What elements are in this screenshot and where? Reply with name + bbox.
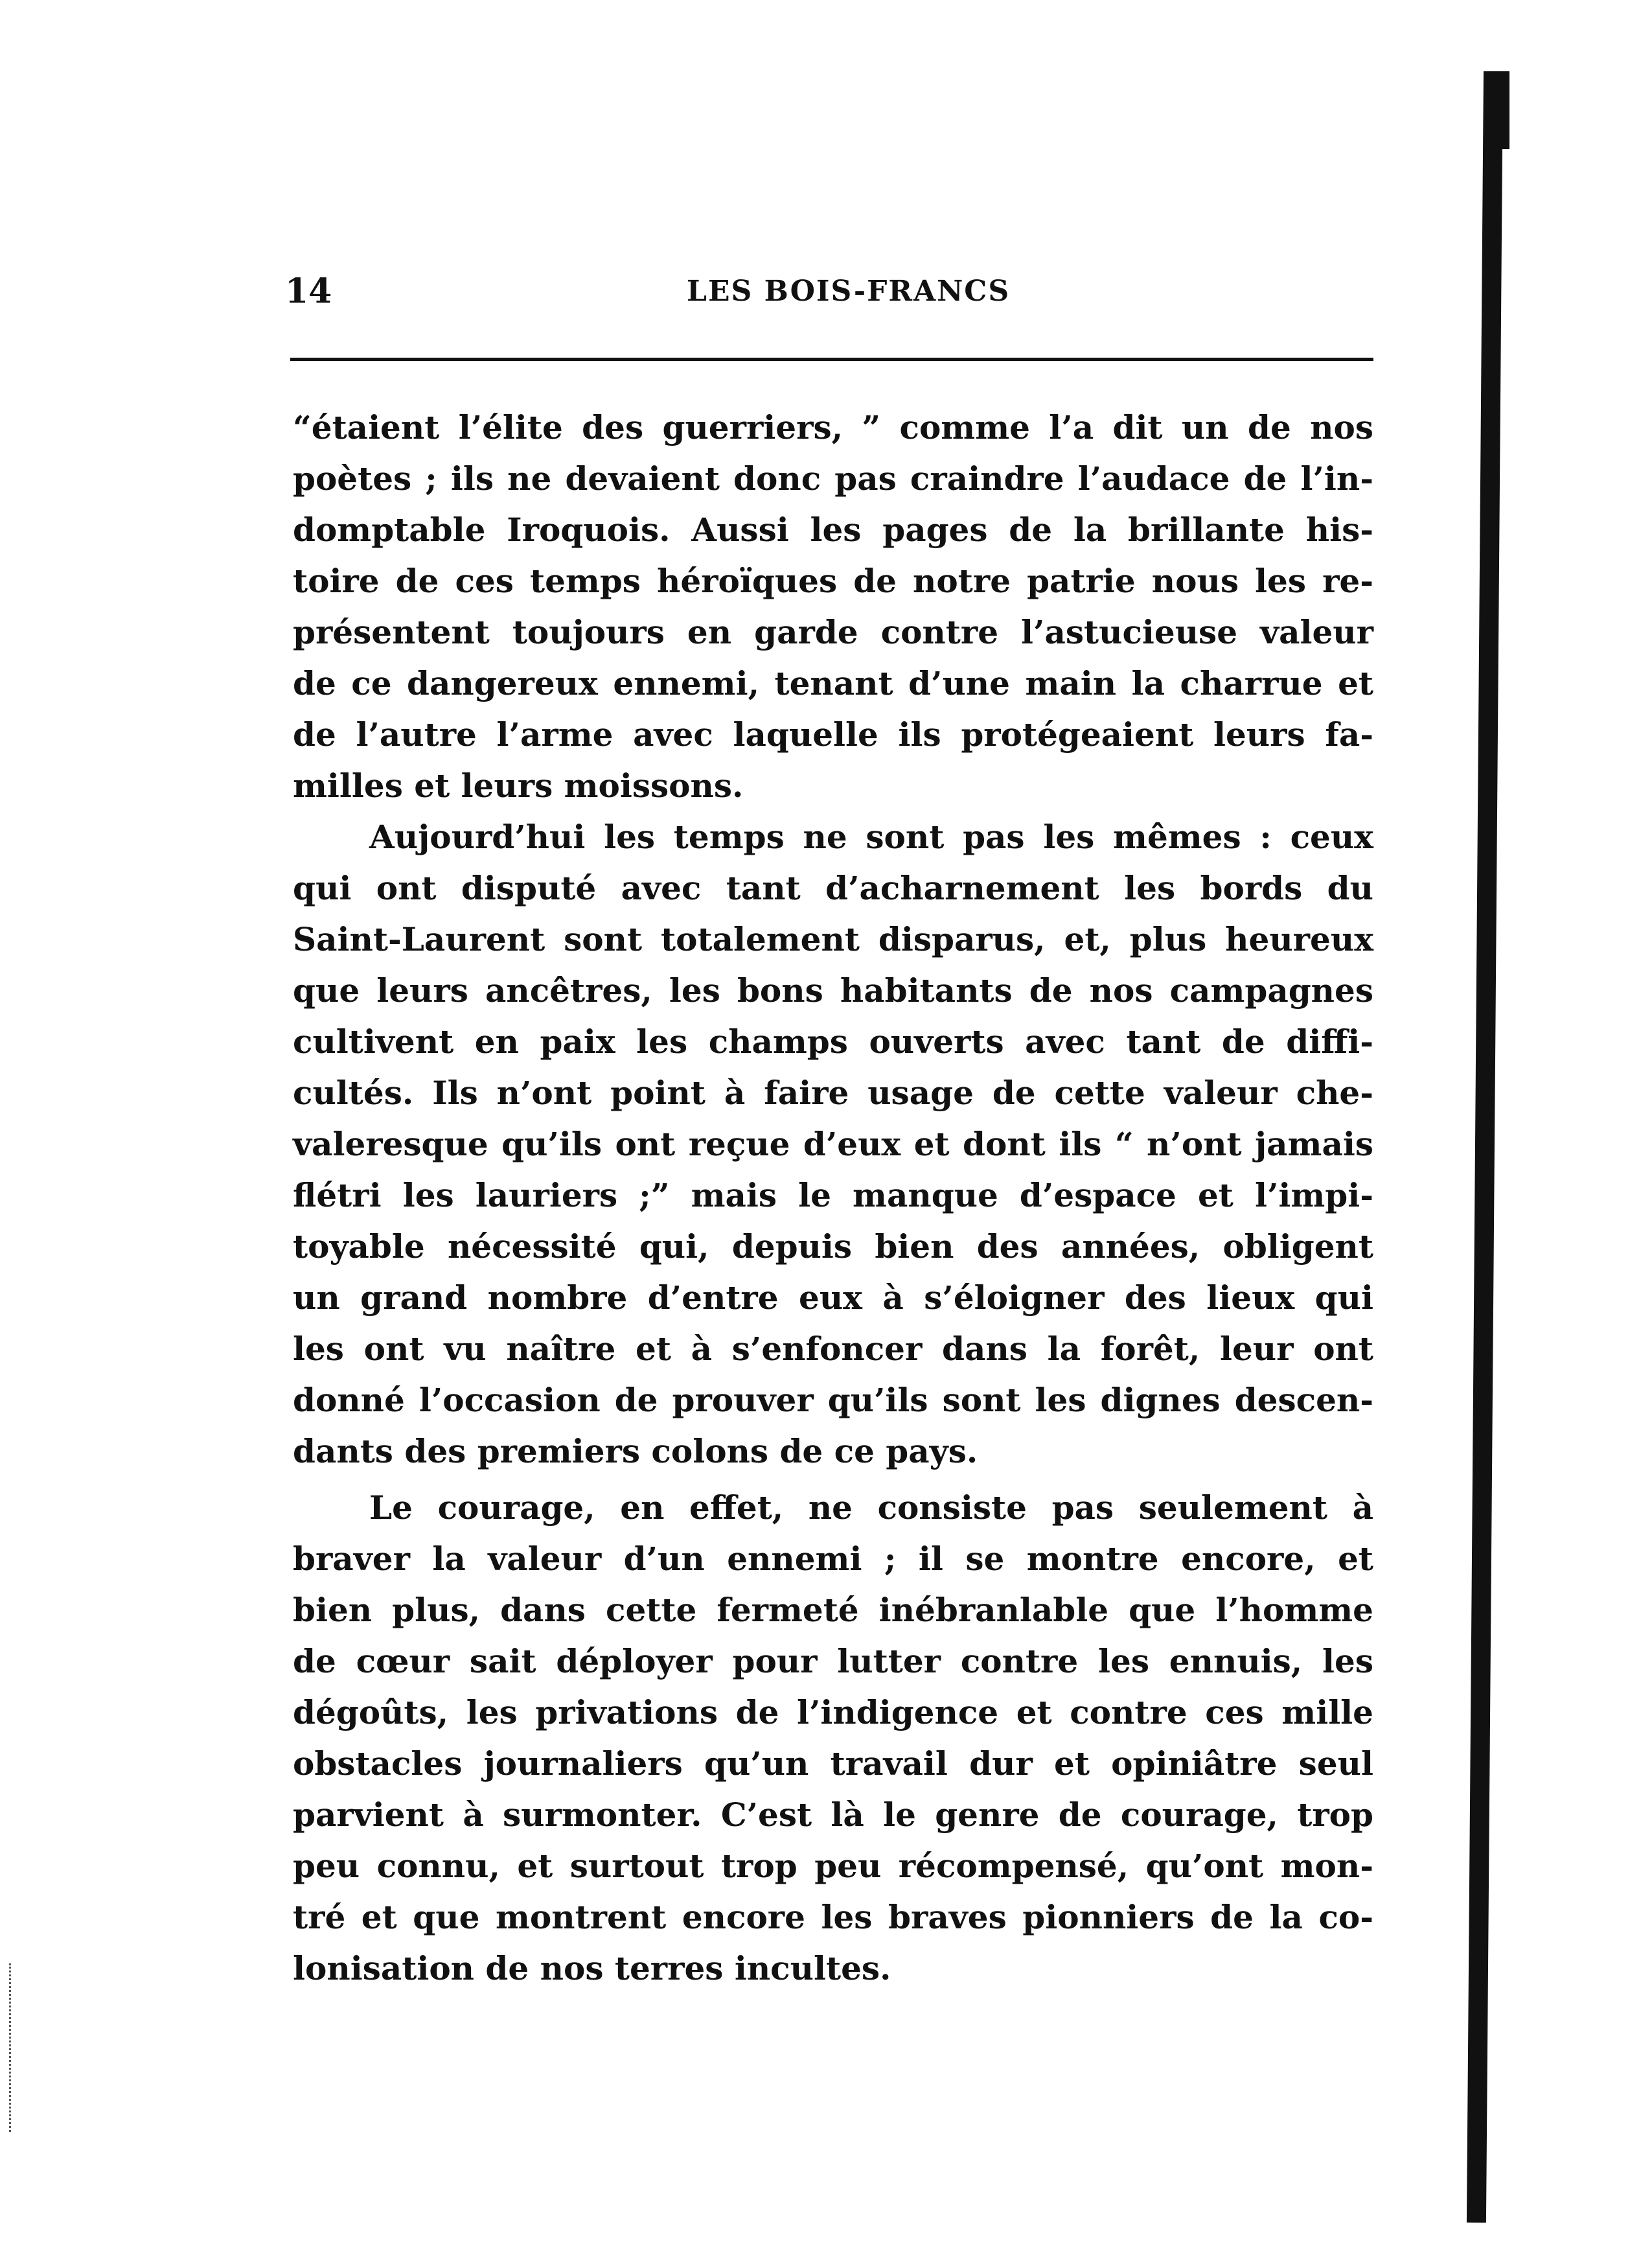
text-line: dégoûts, les privations de l’indigence et contre ces mille [293, 1693, 1373, 1731]
text-line: qui ont disputé avec tant d’acharnement les bords du [293, 869, 1373, 907]
body-text [293, 402, 1373, 1994]
paragraph-3 [293, 1482, 1373, 1994]
text-line: bien plus, dans cette fermeté inébranlable que l’homme [293, 1591, 1373, 1629]
text-line: cultivent en paix les champs ouverts avec tant de diffi- [293, 1023, 1373, 1061]
text-line: poètes ; ils ne devaient donc pas craindre l’audace de l’in- [293, 459, 1373, 498]
text-line: toyable nécessité qui, depuis bien des années, obligent [293, 1227, 1373, 1266]
text-line: braver la valeur d’un ennemi ; il se montre encore, et [293, 1540, 1373, 1578]
text-line: que leurs ancêtres, les bons habitants de nos campagnes [293, 971, 1373, 1010]
running-head [285, 269, 1373, 314]
text-line: dants des premiers colons de ce pays. [293, 1432, 978, 1470]
text-line: parvient à surmonter. C’est là le genre de courage, trop [293, 1796, 1373, 1834]
page-gutter-shadow-top [1487, 71, 1509, 149]
text-line: tré et que montrent encore les braves pionniers de la co- [293, 1898, 1373, 1936]
paragraph-2 [293, 811, 1373, 1477]
text-line: obstacles journaliers qu’un travail dur et opiniâtre seul [293, 1744, 1373, 1783]
text-line: de ce dangereux ennemi, tenant d’une main la charrue et [293, 664, 1373, 702]
text-line: donné l’occasion de prouver qu’ils sont les dignes descen- [293, 1381, 1373, 1419]
text-line: toire de ces temps héroïques de notre patrie nous les re- [293, 562, 1373, 600]
text-line: un grand nombre d’entre eux à s’éloigner des lieux qui [293, 1278, 1373, 1317]
text-line: domptable Iroquois. Aussi les pages de la brillante his- [293, 511, 1373, 549]
header-rule [290, 358, 1373, 361]
text-line: valeresque qu’ils ont reçue d’eux et dont ils “ n’ont jamais [293, 1125, 1373, 1163]
text-line: de l’autre l’arme avec laquelle ils protégeaient leurs fa- [293, 715, 1373, 754]
running-title: LES BOIS-FRANCS [687, 275, 1011, 308]
text-line: cultés. Ils n’ont point à faire usage de cette valeur che- [293, 1074, 1373, 1112]
text-line: les ont vu naître et à s’enfoncer dans la forêt, leur ont [293, 1330, 1373, 1368]
text-line: de cœur sait déployer pour lutter contre les ennuis, les [293, 1642, 1373, 1680]
paragraph-gap [293, 1477, 1373, 1482]
text-line: Saint-Laurent sont totalement disparus, et, plus heureux [293, 920, 1373, 958]
page-gutter-shadow [1467, 71, 1503, 2223]
text-line: lonisation de nos terres incultes. [293, 1949, 891, 1987]
text-line: peu connu, et surtout trop peu récompensé, qu’ont mon- [293, 1847, 1373, 1885]
page-number: 14 [285, 272, 332, 311]
text-line: “étaient l’élite des guerriers, ” comme l’a dit un de nos [293, 408, 1373, 446]
text-line: présentent toujours en garde contre l’astucieuse valeur [293, 613, 1373, 651]
text-line: Aujourd’hui les temps ne sont pas les mêmes : ceux [369, 818, 1373, 856]
text-line: Le courage, en effet, ne consiste pas seulement à [369, 1488, 1373, 1527]
text-line: flétri les lauriers ;” mais le manque d’espace et l’impi- [293, 1176, 1373, 1214]
text-line: milles et leurs moissons. [293, 767, 744, 805]
scan-margin-marks [9, 1963, 15, 2132]
paragraph-1 [293, 402, 1373, 811]
